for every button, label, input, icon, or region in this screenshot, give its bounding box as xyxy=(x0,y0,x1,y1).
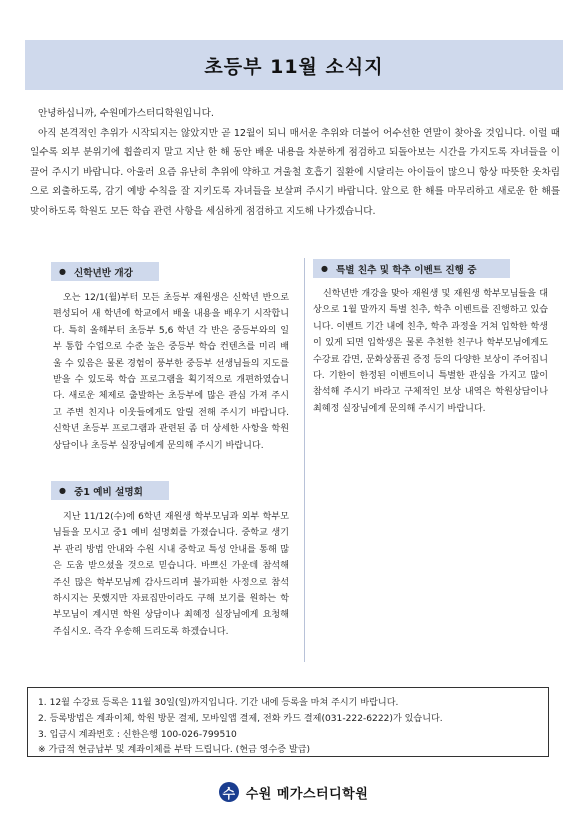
intro-body: 아직 본격적인 추위가 시작되지는 않았지만 곧 12월이 되니 매서운 추위와 더불어 어수선한 연말이 찾아올 것입니다. 이럴 때일수록 외부 분위기에 휩쓸리지 말고 지난 한 해 동안 배운 내용을 차분하게 점검하고 되돌아보는 시간을 가지도록 자녀들을 이끌어 주시기 바랍니다. 아울러 요즘 유난히 추위에 약하고 겨울철 호흡기 질환에 시달리는 아이들이 많으니 항상 따뜻한 옷차림으로 외출하도록, 감기 예방 수칙을 잘 지키도록 자녀들을 보살펴 주시기 바랍니다. 앞으로 한 해를 마무리하고 새로운 한 해를 맞이하도록 학원도 모든 학습 관련 사항을 세심하게 점검하고 지도해 나가겠습니다. xyxy=(30,127,560,217)
bullet-icon: ● xyxy=(59,267,66,276)
section-paragraph: 오는 12/1(월)부터 모든 초등부 재원생은 신학년 반으로 편성되어 새 학년에 학교에서 배울 내용을 배우기 시작합니다. 특히 올해부터 초등부 5,6 학년 각 반은 중등부와의 일부 통합 수업으로 수준 높은 중등부 학습 컨텐츠를 미리 배울 수 있음은 물론 경험이 풍부한 중등부 선생님들의 지도를 받을 수 있도록 학습 프로그램을 획기적으로 개편하였습니다. 새로운 체제로 출발하는 초등부에 많은 관심 가져 주시고 주변 친지나 이웃들에게도 알릴 전해 주시기 바랍니다. 신학년 초등부 프로그램과 관련된 좀 더 상세한 사항을 학원 상담이나 초등부 실장님에게 문의해 주시기 바랍니다. xyxy=(53,293,289,451)
section-paragraph: 신학년반 개강을 맞아 재원생 및 재원생 학부모님들을 대상으로 1월 말까지 특별 친추, 학추 이벤트를 진행하고 있습니다. 이벤트 기간 내에 친추, 학추 과정을 거쳐 입학한 학생이 있게 되면 입학생은 물론 추천한 친구나 학부모님에게도 수강료 감면, 문화상품권 증정 등의 다양한 보상이 주어집니다. 기한이 한정된 이벤트이니 특별한 관심을 가지고 많이 참석해 주시기 바라고 구체적인 보상 내역은 학원상담이나 최혜정 실장님에게 문의해 주시기 바랍니다. xyxy=(313,289,548,414)
bullet-icon: ● xyxy=(321,264,328,273)
page-title: 초등부 11월 소식지 xyxy=(204,55,384,78)
notice-line-account: 3. 입금시 계좌번호 : 신한은행 100-026-799510 xyxy=(38,729,237,740)
section-body-briefing xyxy=(53,509,289,640)
intro-letter xyxy=(30,104,560,222)
tuition-notice-box xyxy=(27,687,549,757)
section-heading-new-semester xyxy=(51,262,159,281)
section-paragraph: 지난 11/12(수)에 6학년 재원생 학부모님과 외부 학부모님들을 모시고 중1 예비 설명회를 가졌습니다. 중학교 생기부 관리 방법 안내와 수원 시내 중학교 특성 안내를 통해 많은 도움 받으셨을 것으로 믿습니다. 바쁘신 가운데 참석해 주신 많은 학부모님께 감사드리며 불가피한 사정으로 참석하시지는 못했지만 자료집만이라도 구해 보기를 원하는 학부모님이 계시면 학원 상담이나 최혜정 실장님에게 요청해 주십시오. 즉각 우송해 드리도록 하겠습니다. xyxy=(53,512,289,637)
intro-greeting: 안녕하십니까, 수원메가스터디학원입니다. xyxy=(38,108,214,119)
section-body-event xyxy=(313,286,548,417)
column-divider xyxy=(304,258,305,662)
footer-brand xyxy=(0,778,587,806)
notice-line-request: ※ 가급적 현금납부 및 계좌이체를 부탁 드립니다. (현금 영수증 발급) xyxy=(38,745,311,756)
academy-name: 수원 메가스터디학원 xyxy=(245,786,369,802)
notice-line-payment-methods: 2. 등록방법은 계좌이체, 학원 방문 결제, 모바일앱 결제, 전화 카드 결제(031-222-6222)가 있습니다. xyxy=(38,713,443,724)
section-heading-event xyxy=(313,259,510,278)
academy-logo-icon: 수 xyxy=(219,782,239,802)
section-body-new-semester xyxy=(53,290,289,454)
section-heading-label: 중1 예비 설명회 xyxy=(73,486,143,498)
bullet-icon: ● xyxy=(59,486,66,495)
notice-line-deadline: 1. 12월 수강료 등록은 11월 30일(일)까지입니다. 기간 내에 등록을 마쳐 주시기 바랍니다. xyxy=(38,698,399,708)
title-banner xyxy=(25,40,563,90)
section-heading-label: 특별 친추 및 학추 이벤트 진행 중 xyxy=(335,264,477,276)
section-heading-briefing xyxy=(51,481,169,500)
section-heading-label: 신학년반 개강 xyxy=(73,267,133,279)
